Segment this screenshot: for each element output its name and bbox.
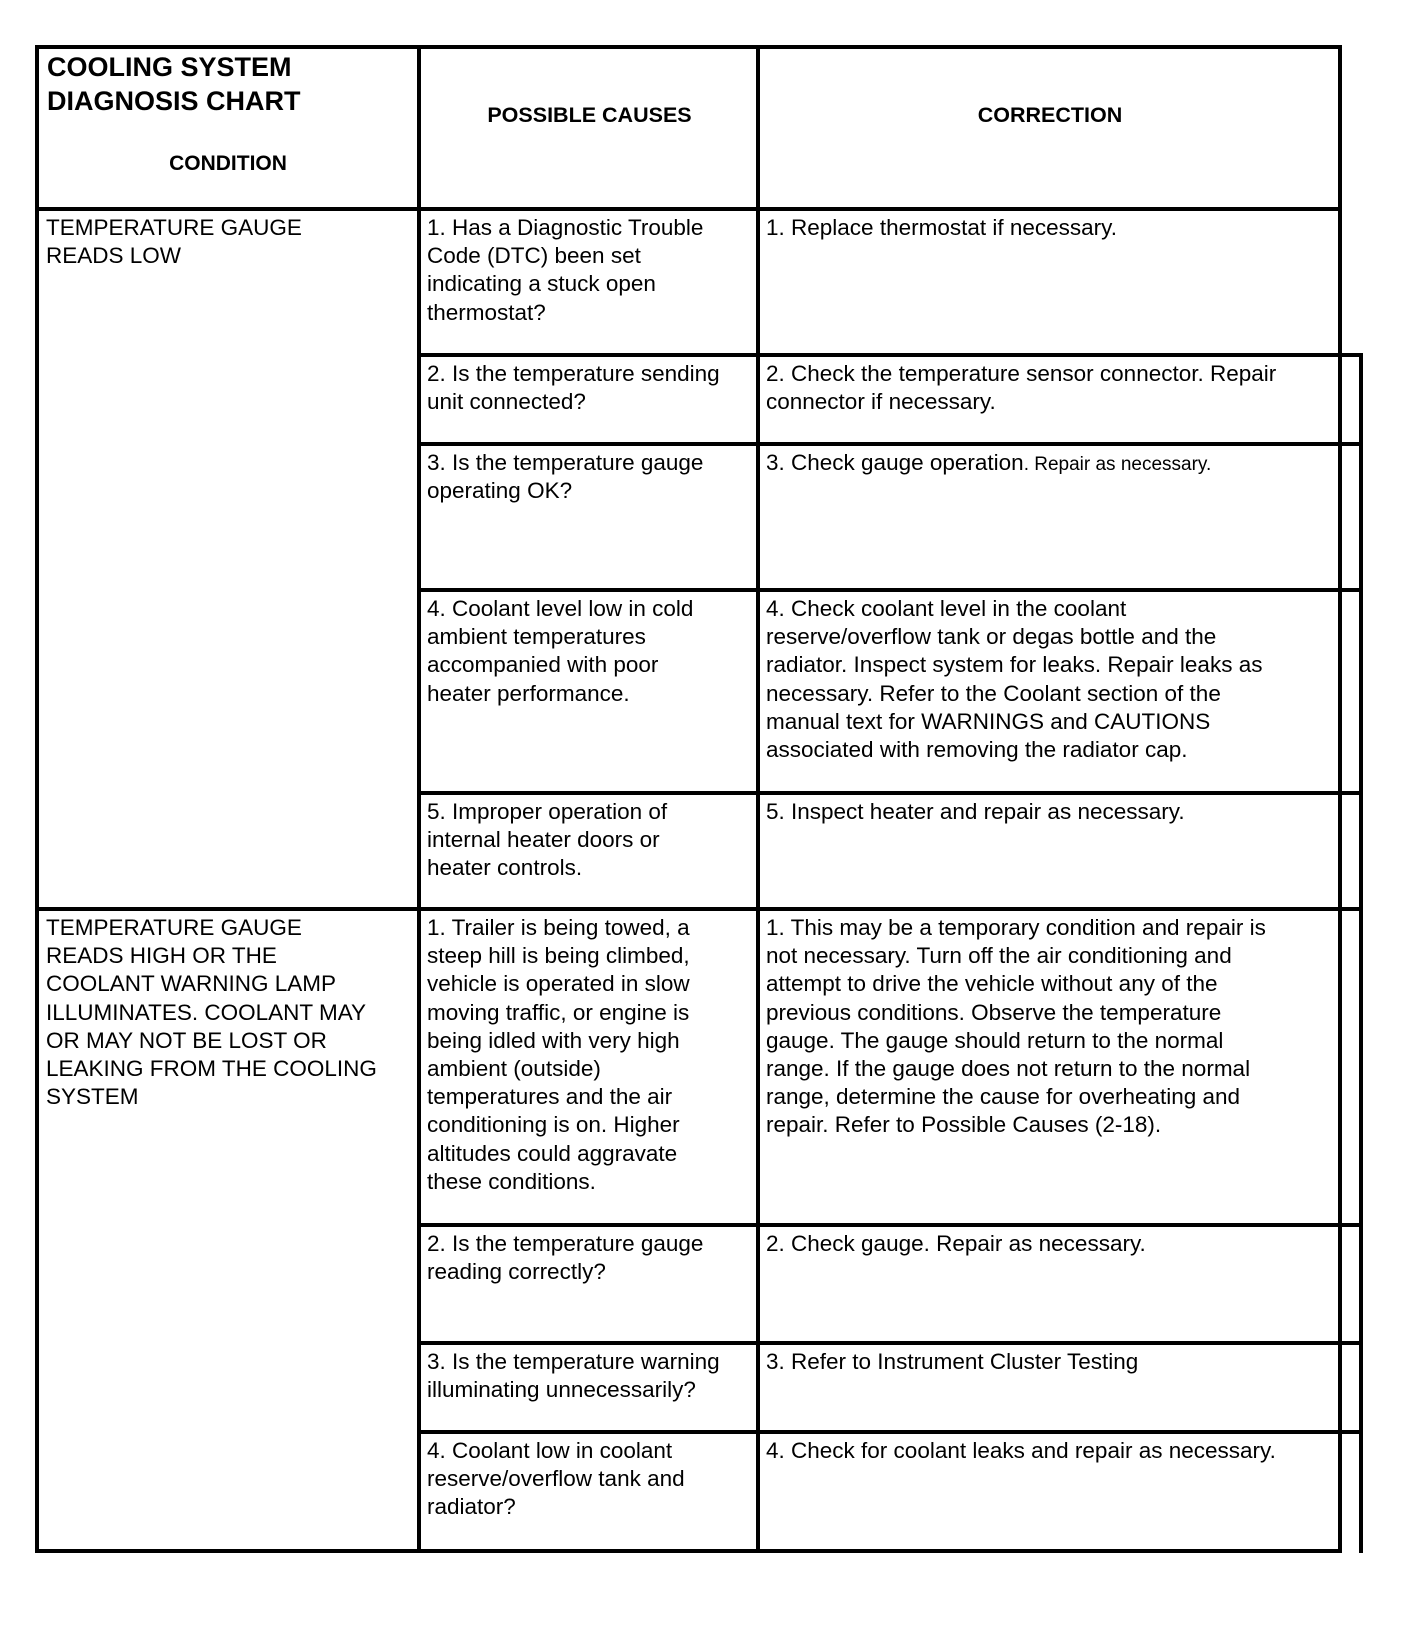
row-divider bbox=[417, 588, 1363, 592]
row-divider bbox=[417, 791, 1363, 795]
row-divider bbox=[417, 1430, 1363, 1434]
condition-divider bbox=[35, 907, 1363, 911]
correction-cell bbox=[766, 1437, 1276, 1465]
correction-text: 4. Check coolant level in the coolant reserve/overflow tank or degas bottle and the radiator. Inspect system for leaks. Repair leaks as necessary. Refer to the Coolant section of the manual text for WARNINGS and CAUTIONS associated with removing the radiator cap. bbox=[766, 596, 1263, 763]
possible-cause-cell: 1. Has a Diagnostic Trouble Code (DTC) been set indicating a stuck open thermostat? bbox=[427, 215, 704, 325]
possible-cause-cell: 3. Is the temperature gauge operating OK? bbox=[427, 450, 704, 504]
correction-text: 5. Inspect heater and repair as necessary. bbox=[766, 799, 1185, 824]
chart-title: COOLING SYSTEM DIAGNOSIS CHART bbox=[47, 52, 301, 116]
table-border-right-extra bbox=[1359, 353, 1363, 1553]
possible-cause-cell: 2. Is the temperature sending unit connected? bbox=[427, 361, 720, 415]
correction-cell bbox=[766, 449, 1211, 479]
possible-cause-cell: 2. Is the temperature gauge reading correctly? bbox=[427, 1231, 704, 1285]
header-divider bbox=[35, 207, 1342, 211]
table-border-right bbox=[1338, 45, 1342, 1553]
possible-cause-cell: 1. Trailer is being towed, a steep hill is being climbed, vehicle is operated in slow moving traffic, or engine is being idled with very high ambient (outside) temperatures and the air conditioning is on. Higher altitudes could aggravate these conditions. bbox=[427, 915, 690, 1194]
correction-text: 1. Replace thermostat if necessary. bbox=[766, 215, 1117, 240]
possible-cause-cell: 5. Improper operation of internal heater doors or heater controls. bbox=[427, 799, 668, 881]
row-divider bbox=[417, 1341, 1363, 1345]
correction-cell bbox=[766, 595, 1262, 764]
correction-text: 2. Check the temperature sensor connector. Repair connector if necessary. bbox=[766, 361, 1277, 415]
condition-cell: TEMPERATURE GAUGE READS HIGH OR THE COOLANT WARNING LAMP ILLUMINATES. COOLANT MAY OR MAY NOT BE LOST OR LEAKING FROM THE COOLING SYSTEM bbox=[46, 915, 377, 1110]
table-border-top bbox=[35, 45, 1342, 49]
table-border-left bbox=[35, 45, 39, 1553]
table-border-bottom bbox=[35, 1549, 1342, 1553]
correction-cell bbox=[766, 1230, 1146, 1258]
correction-text: 2. Check gauge. Repair as necessary. bbox=[766, 1231, 1146, 1256]
condition-cell: TEMPERATURE GAUGE READS LOW bbox=[46, 215, 302, 269]
correction-text: 3. Check gauge operation bbox=[766, 450, 1024, 475]
header-correction: CORRECTION bbox=[977, 103, 1123, 127]
correction-cell bbox=[766, 1348, 1138, 1376]
correction-cell bbox=[766, 798, 1185, 826]
correction-text-suffix: . Repair as necessary. bbox=[1023, 454, 1212, 475]
possible-cause-cell: 4. Coolant level low in cold ambient temperatures accompanied with poor heater performance. bbox=[427, 596, 694, 706]
row-divider bbox=[417, 442, 1363, 446]
row-divider bbox=[417, 1223, 1363, 1227]
column-divider bbox=[756, 45, 760, 1553]
correction-text: 4. Check for coolant leaks and repair as necessary. bbox=[766, 1438, 1276, 1463]
possible-cause-cell: 4. Coolant low in coolant reserve/overflow tank and radiator? bbox=[427, 1438, 685, 1520]
possible-cause-cell: 3. Is the temperature warning illuminating unnecessarily? bbox=[427, 1349, 720, 1403]
correction-cell bbox=[766, 914, 1266, 1140]
correction-cell bbox=[766, 214, 1117, 242]
column-divider bbox=[417, 45, 421, 1553]
row-divider bbox=[417, 353, 1363, 357]
correction-text: 3. Refer to Instrument Cluster Testing bbox=[766, 1349, 1139, 1374]
header-possible-causes: POSSIBLE CAUSES bbox=[487, 103, 692, 127]
correction-cell bbox=[766, 360, 1276, 416]
correction-text: 1. This may be a temporary condition and repair is not necessary. Turn off the air conditioning and attempt to drive the vehicle without any of the previous conditions. Observe the temperature gauge. The gauge should return to the normal range. If the gauge does not return to the normal range, determine the cause for overheating and repair. Refer to Possible Causes (2-18). bbox=[766, 915, 1266, 1138]
header-condition: CONDITION bbox=[169, 152, 287, 175]
